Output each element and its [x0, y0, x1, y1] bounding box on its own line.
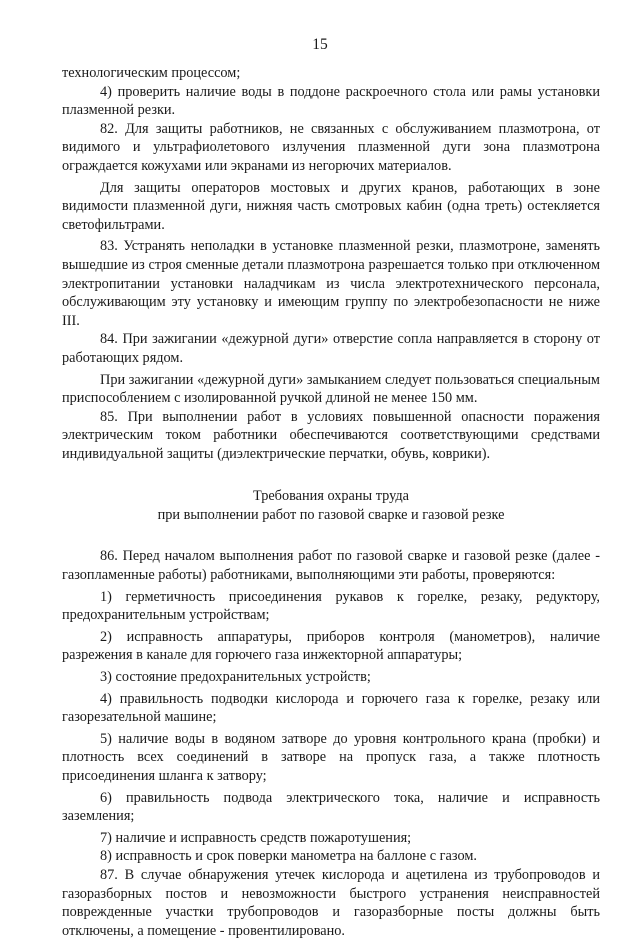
page-number: 15 — [312, 36, 328, 53]
list-item-6: 6) правильность подвода электрического тока, наличие и исправность заземления; — [62, 789, 600, 825]
list-item-5: 5) наличие воды в водяном затворе до уровня контрольного крана (пробки) и плотность всех соединений в затворе на пропуск газа, а также плотность присоединения шланга к затвору; — [62, 730, 600, 784]
section-heading — [62, 487, 600, 525]
list-item-1: 1) герметичность присоединения рукавов к горелке, резаку, редуктору, предохранительным устройствам; — [62, 588, 600, 624]
paragraph-86: 86. Перед началом выполнения работ по газовой сварке и газовой резке (далее - газопламенные работы) работниками, выполняющими эти работы, проверяются: — [62, 548, 600, 584]
paragraph-crane-operators: Для защиты операторов мостовых и других кранов, работающих в зоне видимости плазменной дуги, нижняя часть смотровых кабин (одна треть) остекляется светофильтрами. — [62, 179, 600, 233]
paragraph-continuation: технологическим процессом; — [62, 65, 241, 81]
list-item-7: 7) наличие и исправность средств пожаротушения; — [100, 829, 412, 846]
document-body — [62, 64, 600, 940]
list-item-2: 2) исправность аппаратуры, приборов контроля (манометров), наличие разрежения в канале для горючего газа инжекторной аппаратуры; — [62, 628, 600, 664]
paragraph-87: 87. В случае обнаружения утечек кислорода и ацетилена из трубопроводов и газоразборных постов и невозможности быстрого устранения неисправностей поврежденные участки трубопроводов и газоразборные посты должны быть отключены, а помещение - провентилировано. — [62, 866, 600, 939]
section-heading-line-1: Требования охраны труда — [253, 488, 409, 505]
section-heading-line-2: при выполнении работ по газовой сварке и газовой резке — [157, 507, 505, 524]
paragraph-item-4-plasma: 4) проверить наличие воды в поддоне раскроечного стола или рамы установки плазменной резки. — [62, 83, 600, 119]
paragraph-pilot-arc: При зажигании «дежурной дуги» замыканием следует пользоваться специальным приспособлением с изолированной ручкой длиной не менее 150 мм. — [62, 371, 600, 407]
paragraph-85: 85. При выполнении работ в условиях повышенной опасности поражения электрическим током работники обеспечиваются соответствующими средствами индивидуальной защиты (диэлектрические перчатки, обувь, коврики). — [62, 408, 600, 462]
paragraph-83: 83. Устранять неполадки в установке плазменной резки, плазмотроне, заменять вышедшие из строя сменные детали плазмотрона разрешается только при отключенном электропитании установки наладчикам из числа электротехнического персонала, обслуживающим эту установку и имеющим группу по электробезопасности не ниже III. — [62, 238, 600, 329]
list-item-8: 8) исправность и срок поверки манометра на баллоне с газом. — [100, 848, 477, 865]
paragraph-84: 84. При зажигании «дежурной дуги» отверстие сопла направляется в сторону от работающих рядом. — [62, 331, 600, 366]
list-item-4: 4) правильность подводки кислорода и горючего газа к горелке, резаку или газорезательной машине; — [62, 690, 600, 726]
list-item-3: 3) состояние предохранительных устройств; — [100, 669, 371, 686]
paragraph-82: 82. Для защиты работников, не связанных с обслуживанием плазмотрона, от видимого и ультрафиолетового излучения плазменной дуги зона плазмотрона ограждается кожухами или экранами из негорючих материалов. — [62, 120, 600, 174]
